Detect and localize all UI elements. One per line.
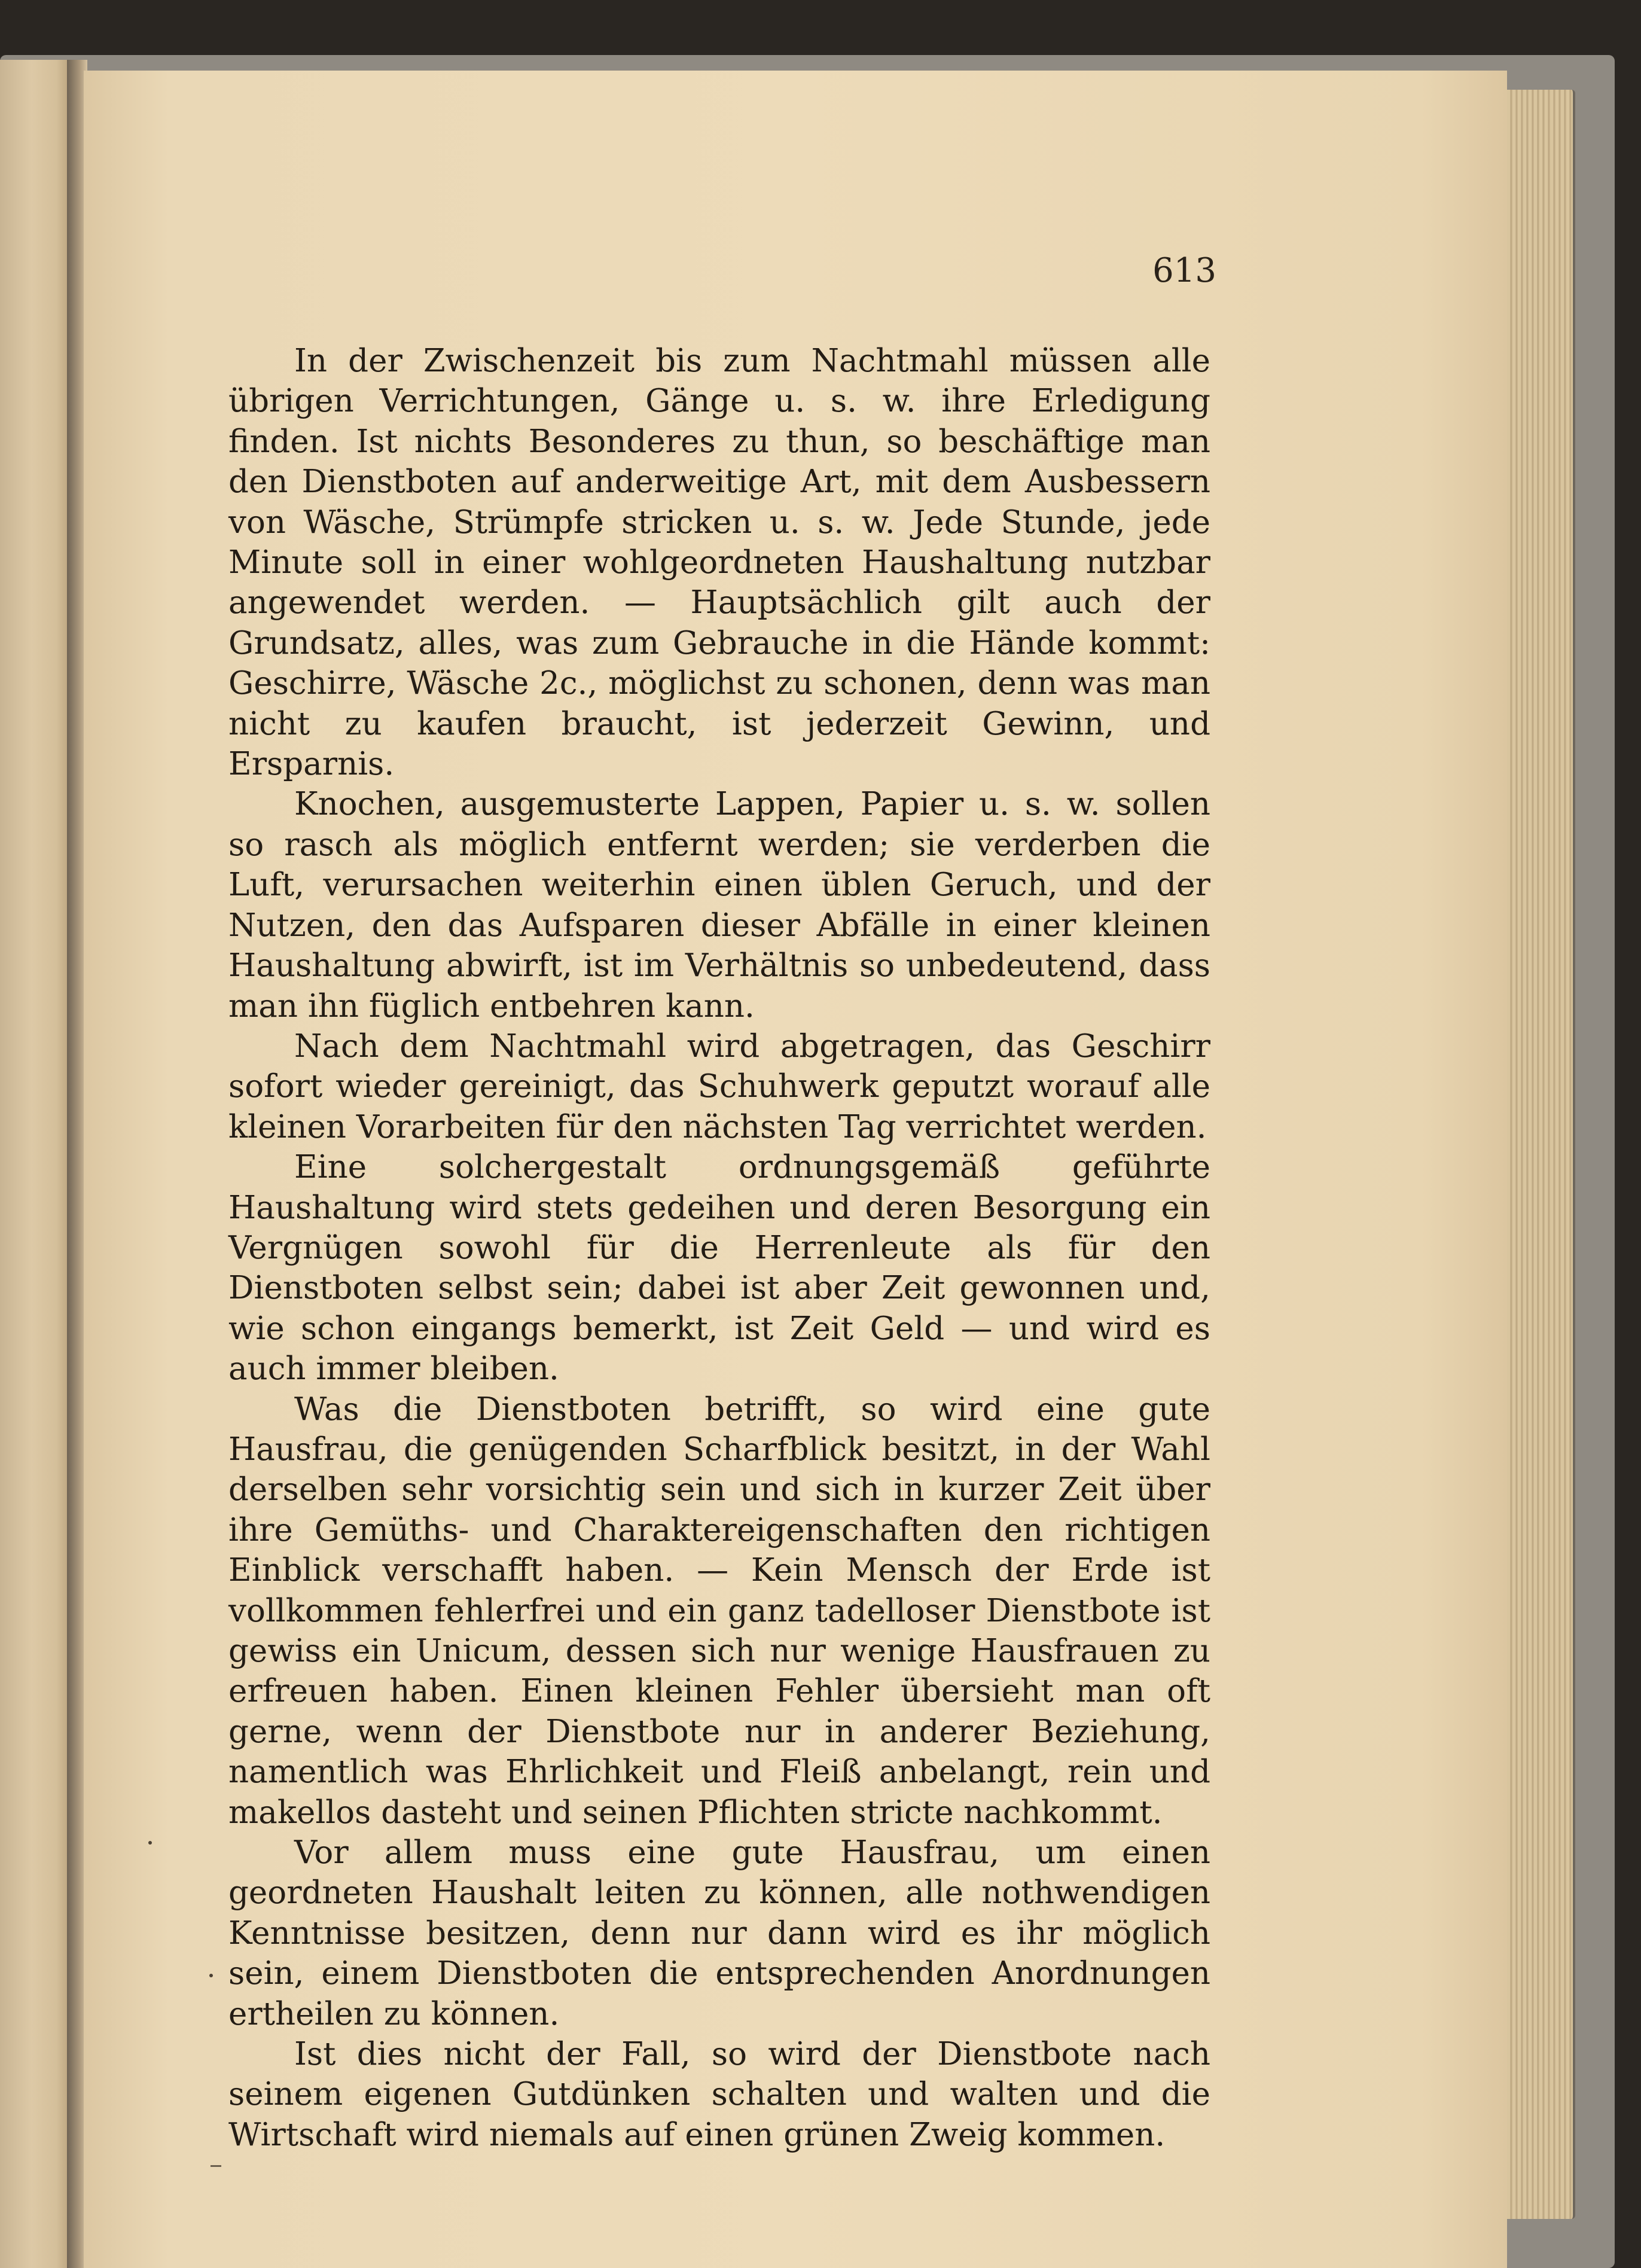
body-text xyxy=(228,341,1210,2155)
paragraph: In der Zwischenzeit bis zum Nachtmahl müssen alle übrigen Verrichtungen, Gänge u. s. w. ihre Erledigung finden. Ist nichts Besonderes zu thun, so beschäftige man den Dienstboten auf anderweitige Art, mit dem Ausbessern von Wäsche, Strümpfe stricken u. s. w. Jede Stunde, jede Minute soll in einer wohlgeordneten Haushaltung nutzbar angewendet werden. — Hauptsächlich gilt auch der Grundsatz, alles, was zum Gebrauche in die Hände kommt: Geschirre, Wäsche 2c., möglichst zu schonen, denn was man nicht zu kaufen braucht, ist jederzeit Gewinn, und Ersparnis. xyxy=(228,343,1210,783)
paragraph: Nach dem Nachtmahl wird abgetragen, das Geschirr sofort wieder gereinigt, das Schuhwerk geputzt worauf alle kleinen Vorarbeiten für den nächsten Tag verrichtet werden. xyxy=(228,1028,1210,1145)
left-page-edge xyxy=(0,60,71,2268)
paragraph: Knochen, ausgemusterte Lappen, Papier u. s. w. sollen so rasch als möglich entfernt werden; sie verderben die Luft, verursachen weiterhin einen üblen Geruch, und der Nutzen, den das Aufsparen dieser Abfälle in einer kleinen Haushaltung abwirft, ist im Verhältnis so unbedeutend, dass man ihn füglich entbehren kann. xyxy=(228,786,1210,1025)
paragraph: Vor allem muss eine gute Hausfrau, um einen geordneten Haushalt leiten zu können, alle nothwendigen Kenntnisse besitzen, denn nur dann wird es ihr möglich sein, einem Dienstboten die entsprechenden Anordnungen ertheilen zu können. xyxy=(228,1834,1210,2032)
margin-mark xyxy=(211,2165,221,2167)
margin-mark xyxy=(148,1841,152,1845)
margin-mark xyxy=(209,1974,213,1977)
paragraph: Was die Dienstboten betrifft, so wird eine gute Hausfrau, die genügenden Scharfblick besitzt, in der Wahl derselben sehr vorsichtig sein und sich in kurzer Zeit über ihre Gemüths- und Charaktereigenschaften den richtigen Einblick verschafft haben. — Kein Mensch der Erde ist vollkommen fehlerfrei und ein ganz tadelloser Dienstbote ist gewiss ein Unicum, dessen sich nur wenige Hausfrauen zu erfreuen haben. Einen kleinen Fehler übersieht man oft gerne, wenn der Dienstbote nur in anderer Beziehung, namentlich was Ehrlichkeit und Fleiß anbelangt, rein und makellos dasteht und seinen Pflichten stricte nachkommt. xyxy=(228,1391,1210,1831)
page-edges xyxy=(1507,90,1575,2219)
paragraph: Eine solchergestalt ordnungsgemäß geführte Haushaltung wird stets gedeihen und deren Besorgung ein Vergnügen sowohl für die Herrenleute als für den Dienstboten selbst sein; dabei ist aber Zeit gewonnen und, wie schon eingangs bemerkt, ist Zeit Geld — und wird es auch immer bleiben. xyxy=(228,1149,1210,1388)
paragraph: Ist dies nicht der Fall, so wird der Dienstbote nach seinem eigenen Gutdünken schalten und walten und die Wirtschaft wird niemals auf einen grünen Zweig kommen. xyxy=(228,2036,1210,2153)
page-number: 613 xyxy=(1152,251,1216,290)
